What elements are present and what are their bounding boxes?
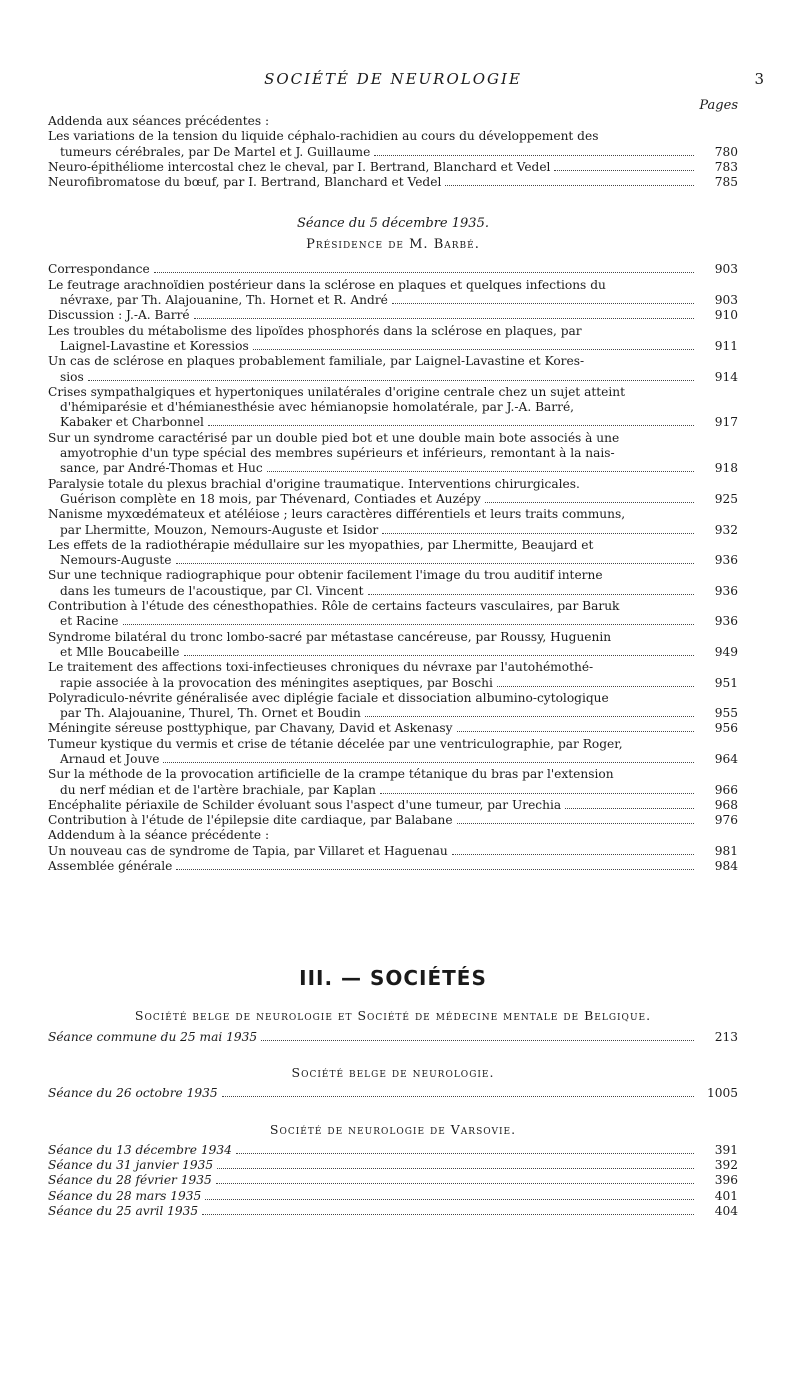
toc-entry-leader-line — [48, 859, 738, 874]
dot-leader — [365, 716, 694, 717]
dot-leader — [176, 563, 695, 564]
toc-page-number: 949 — [714, 644, 738, 659]
toc-entry — [48, 568, 738, 599]
toc-page-number: 392 — [714, 1158, 738, 1173]
toc-entry — [48, 1030, 738, 1045]
toc-entry-text: Encéphalite périaxile de Schilder évoluant sous l'aspect d'une tumeur, par Urechia — [48, 797, 562, 812]
dot-leader — [392, 303, 694, 304]
society-title: Société de neurologie de Varsovie. — [269, 1121, 517, 1137]
toc-page-number: 968 — [714, 797, 738, 812]
toc-entry — [48, 813, 738, 828]
toc-entry — [48, 1158, 738, 1173]
dot-leader — [194, 318, 694, 319]
society-title: Société belge de neurologie et Société de médecine mentale de Belgique. — [134, 1008, 652, 1024]
toc-entry-text-last: rapie associée à la provocation des méningites aseptiques, par Boschi — [60, 675, 493, 690]
toc-entry-leader-line — [48, 721, 738, 736]
toc-entry-leader-line — [48, 160, 738, 175]
toc-entry-text: Sur la méthode de la provocation artificielle de la crampe tétanique du bras par l'extension — [48, 767, 614, 782]
toc-entry-text: Paralysie totale du plexus brachial d'origine traumatique. Interventions chirurgicales. — [48, 476, 580, 491]
dot-leader — [163, 762, 694, 763]
toc-entry-leader-line — [48, 339, 738, 354]
toc-entry — [48, 354, 738, 385]
dot-leader — [216, 1183, 694, 1184]
toc-page-number: 1005 — [706, 1086, 738, 1101]
toc-page-number: 914 — [714, 369, 738, 384]
toc-entry-leader-line — [48, 175, 738, 190]
toc-entry-text: Méningite séreuse posttyphique, par Chavany, David et Askenasy — [48, 721, 453, 736]
toc-page-number: 936 — [714, 614, 738, 629]
toc-entry — [48, 308, 738, 323]
dot-leader — [222, 1096, 694, 1097]
toc-entry-leader-line — [48, 752, 738, 767]
dot-leader — [457, 731, 694, 732]
toc-page-number: 401 — [714, 1188, 738, 1203]
dot-leader — [267, 471, 694, 472]
toc-entry — [48, 599, 738, 630]
toc-entry-text: Sur un syndrome caractérisé par un double pied bot et une double main bote associés à une — [48, 430, 620, 445]
toc-entry-leader-line — [48, 1086, 738, 1101]
toc-page-number: 966 — [714, 782, 738, 797]
toc-entry-text-last: Guérison complète en 18 mois, par Thévenard, Contiades et Auzépy — [60, 491, 481, 506]
addenda-section — [48, 114, 738, 190]
toc-entry-text: Les effets de la radiothérapie médullaire sur les myopathies, par Lhermitte, Beaujard et — [48, 537, 594, 552]
toc-entry-text-last: Laignel-Lavastine et Koressios — [60, 338, 249, 353]
toc-entry-text-last: sios — [60, 369, 84, 384]
toc-entry-leader-line — [48, 844, 738, 859]
toc-entry-text-last: Kabaker et Charbonnel — [60, 415, 204, 430]
toc-entry — [48, 859, 738, 874]
toc-entry-text: Contribution à l'étude des cénesthopathies. Rôle de certains facteurs vasculaires, par Baruk — [48, 599, 620, 614]
toc-page-number: 956 — [714, 721, 738, 736]
dot-leader — [380, 793, 694, 794]
toc-entry — [48, 262, 738, 277]
toc-entry-text: Séance du 31 janvier 1935 — [48, 1158, 214, 1173]
session-entries — [48, 262, 738, 874]
toc-page-number: 936 — [714, 583, 738, 598]
toc-entry-leader-line — [48, 783, 738, 798]
toc-entry — [48, 737, 738, 768]
toc-entry — [48, 324, 738, 355]
toc-entry — [48, 1086, 738, 1101]
running-header — [48, 70, 764, 92]
dot-leader — [368, 594, 694, 595]
dot-leader — [261, 1040, 694, 1041]
dot-leader — [123, 624, 695, 625]
toc-entry-text-last: sance, par André-Thomas et Huc — [60, 461, 263, 476]
toc-entry — [48, 160, 738, 175]
toc-entry-text: Séance du 28 février 1935 — [48, 1173, 212, 1188]
toc-page-number: 391 — [714, 1142, 738, 1157]
toc-entry-text: Séance du 26 octobre 1935 — [48, 1086, 218, 1101]
toc-entry-text: Un cas de sclérose en plaques probablement familiale, par Laignel-Lavastine et Kores- — [48, 354, 585, 369]
dot-leader — [382, 533, 694, 534]
toc-entry-text: Discussion : J.-A. Barré — [48, 308, 190, 323]
society-title: Société belge de neurologie. — [291, 1064, 495, 1080]
toc-page-number: 984 — [714, 859, 738, 874]
dot-leader — [485, 502, 694, 503]
toc-entry-leader-line — [48, 492, 738, 507]
toc-entry-leader-line — [48, 1158, 738, 1173]
session-title: Séance du 5 décembre 1935. — [297, 216, 489, 232]
dot-leader — [565, 808, 694, 809]
toc-entry-text-last: par Th. Alajouanine, Thurel, Th. Ornet et Boudin — [60, 706, 361, 721]
toc-entry — [48, 798, 738, 813]
dot-leader — [236, 1153, 694, 1154]
toc-entry-leader-line — [48, 145, 738, 160]
toc-entry-text: Séance du 28 mars 1935 — [48, 1188, 202, 1203]
toc-entry — [48, 1204, 738, 1219]
toc-entry-text: Crises sympathalgiques et hypertoniques unilatérales d'origine centrale chez un sujet atteint — [48, 384, 625, 399]
toc-entry-text: Contribution à l'étude de l'épilepsie dite cardiaque, par Balabane — [48, 813, 453, 828]
dot-leader — [208, 425, 694, 426]
dot-leader — [445, 185, 694, 186]
toc-entry-text: Tumeur kystique du vermis et crise de tétanie décelée par une ventriculographie, par Roger, — [48, 736, 623, 751]
toc-entry-text: Un nouveau cas de syndrome de Tapia, par Villaret et Haguenau — [48, 843, 448, 858]
dot-leader — [176, 869, 694, 870]
toc-entry-leader-line — [48, 645, 738, 660]
toc-page-number: 785 — [714, 175, 738, 190]
dot-leader — [374, 155, 694, 156]
toc-entry-text: Séance commune du 25 mai 1935 — [48, 1029, 258, 1044]
toc-entry-leader-line — [48, 798, 738, 813]
toc-page-number: 910 — [714, 308, 738, 323]
toc-page-number: 925 — [714, 491, 738, 506]
toc-entry-text-last: Arnaud et Jouve — [60, 751, 160, 766]
toc-page-number: 981 — [714, 843, 738, 858]
toc-entry — [48, 721, 738, 736]
toc-page-number: 213 — [714, 1029, 738, 1044]
dot-leader — [253, 349, 694, 350]
toc-entry-text: Nanisme myxœdémateux et atéléiose ; leurs caractères différentiels et leurs traits communs, — [48, 507, 626, 522]
toc-entry-leader-line — [48, 262, 738, 277]
page-number: 3 — [754, 70, 764, 88]
toc-page-number: 783 — [714, 159, 738, 174]
toc-page-number: 936 — [714, 553, 738, 568]
toc-entry-leader-line — [48, 584, 738, 599]
dot-leader — [184, 655, 694, 656]
toc-entry-leader-line — [48, 461, 738, 476]
toc-entry-text: Séance du 13 décembre 1934 — [48, 1142, 232, 1157]
toc-entry-leader-line — [48, 415, 738, 430]
dot-leader — [154, 272, 694, 273]
toc-entry-leader-line — [48, 1173, 738, 1188]
toc-entry-text: Polyradiculo-névrite généralisée avec diplégie faciale et dissociation albumino-cytologique — [48, 690, 609, 705]
toc-entry-leader-line — [48, 1204, 738, 1219]
dot-leader — [202, 1214, 694, 1215]
toc-entry — [48, 538, 738, 569]
dot-leader — [217, 1168, 694, 1169]
toc-entry-text: Les troubles du métabolisme des lipoïdes phosphorés dans la sclérose en plaques, par — [48, 323, 582, 338]
toc-entry-text-last: dans les tumeurs de l'acoustique, par Cl. Vincent — [60, 583, 364, 598]
toc-entry-text-cont: amyotrophie d'un type spécial des membres supérieurs et inférieurs, remontant à la nais- — [60, 446, 615, 461]
toc-entry-text: Les variations de la tension du liquide céphalo-rachidien au cours du développement des — [48, 129, 599, 144]
toc-entry — [48, 1173, 738, 1188]
toc-entry-text-last: par Lhermitte, Mouzon, Nemours-Auguste et Isidor — [60, 522, 379, 537]
toc-entry-text: Sur une technique radiographique pour obtenir facilement l'image du trou auditif interne — [48, 568, 603, 583]
toc-entry — [48, 844, 738, 859]
document-page — [48, 70, 764, 1219]
toc-entry-text: Addendum à la séance précédente : — [48, 828, 270, 843]
toc-entry-text: Assemblée générale — [48, 859, 173, 874]
toc-entry-leader-line — [48, 523, 738, 538]
section-heading-societes: III. — SOCIÉTÉS — [299, 966, 487, 991]
presidence-line: Présidence de M. Barbé. — [306, 237, 480, 253]
toc-entry — [48, 660, 738, 691]
toc-entry — [48, 129, 738, 160]
toc-page-number: 964 — [714, 751, 738, 766]
toc-entry — [48, 385, 738, 431]
toc-page-number: 932 — [714, 522, 738, 537]
toc-page-number: 396 — [714, 1173, 738, 1188]
toc-entry — [48, 828, 738, 843]
toc-entry-text-last: Nemours-Auguste — [60, 553, 172, 568]
toc-entry-leader-line — [48, 370, 738, 385]
toc-entry-text-last: névraxe, par Th. Alajouanine, Th. Hornet et R. André — [60, 293, 388, 308]
dot-leader — [457, 823, 694, 824]
toc-page-number: 903 — [714, 262, 738, 277]
toc-entry — [48, 431, 738, 477]
toc-entry-leader-line — [48, 1030, 738, 1045]
toc-page-number: 404 — [714, 1204, 738, 1219]
toc-entry-text-last: tumeurs cérébrales, par De Martel et J. Guillaume — [60, 144, 371, 159]
toc-page-number: 903 — [714, 293, 738, 308]
dot-leader — [205, 1199, 694, 1200]
toc-page-number: 780 — [714, 144, 738, 159]
toc-page-number: 955 — [714, 706, 738, 721]
toc-entry-leader-line — [48, 553, 738, 568]
toc-page-number: 917 — [714, 415, 738, 430]
addenda-heading: Addenda aux séances précédentes : — [48, 114, 270, 128]
toc-entry-text-last: du nerf médian et de l'artère brachiale, par Kaplan — [60, 782, 377, 797]
societies-list — [48, 1008, 738, 1219]
toc-entry-leader-line — [48, 1189, 738, 1204]
toc-entry-leader-line — [48, 614, 738, 629]
toc-entry-text: Neuro-épithéliome intercostal chez le cheval, par I. Bertrand, Blanchard et Vedel — [48, 159, 551, 174]
dot-leader — [554, 170, 694, 171]
running-title: SOCIÉTÉ DE NEUROLOGIE — [264, 70, 522, 88]
toc-entry — [48, 1189, 738, 1204]
toc-entry-leader-line — [48, 813, 738, 828]
toc-entry-leader-line — [48, 706, 738, 721]
toc-entry-text: Le traitement des affections toxi-infectieuses chroniques du névraxe par l'autohémothé- — [48, 660, 594, 675]
toc-entry — [48, 278, 738, 309]
toc-entry-text-cont: d'hémiparésie et d'hémianesthésie avec hémianopsie homolatérale, par J.-A. Barré, — [60, 400, 575, 415]
toc-entry-text: Le feutrage arachnoïdien postérieur dans la sclérose en plaques et quelques infections du — [48, 277, 606, 292]
toc-page-number: 976 — [714, 813, 738, 828]
dot-leader — [88, 380, 694, 381]
toc-entry-leader-line — [48, 1143, 738, 1158]
toc-entry — [48, 691, 738, 722]
addenda-entries — [48, 129, 738, 190]
toc-entry-text: Syndrome bilatéral du tronc lombo-sacré par métastase cancéreuse, par Roussy, Huguenin — [48, 629, 612, 644]
toc-entry-leader-line — [48, 293, 738, 308]
dot-leader — [497, 686, 694, 687]
toc-page-number: 918 — [714, 461, 738, 476]
toc-entry — [48, 507, 738, 538]
toc-entry — [48, 630, 738, 661]
pages-column-label: Pages — [699, 98, 738, 113]
toc-entry — [48, 767, 738, 798]
toc-entry — [48, 1143, 738, 1158]
toc-entry — [48, 175, 738, 190]
toc-entry-text: Neurofibromatose du bœuf, par I. Bertrand, Blanchard et Vedel — [48, 175, 442, 190]
toc-entry-text-last: et Mlle Boucabeille — [60, 644, 180, 659]
toc-entry-text: Correspondance — [48, 262, 150, 277]
toc-entry-leader-line — [48, 308, 738, 323]
toc-entry — [48, 477, 738, 508]
toc-page-number: 911 — [714, 338, 738, 353]
toc-entry-text-last: et Racine — [60, 614, 119, 629]
toc-entry-text: Séance du 25 avril 1935 — [48, 1204, 199, 1219]
toc-entry-leader-line — [48, 676, 738, 691]
toc-page-number: 951 — [714, 675, 738, 690]
dot-leader — [452, 854, 694, 855]
